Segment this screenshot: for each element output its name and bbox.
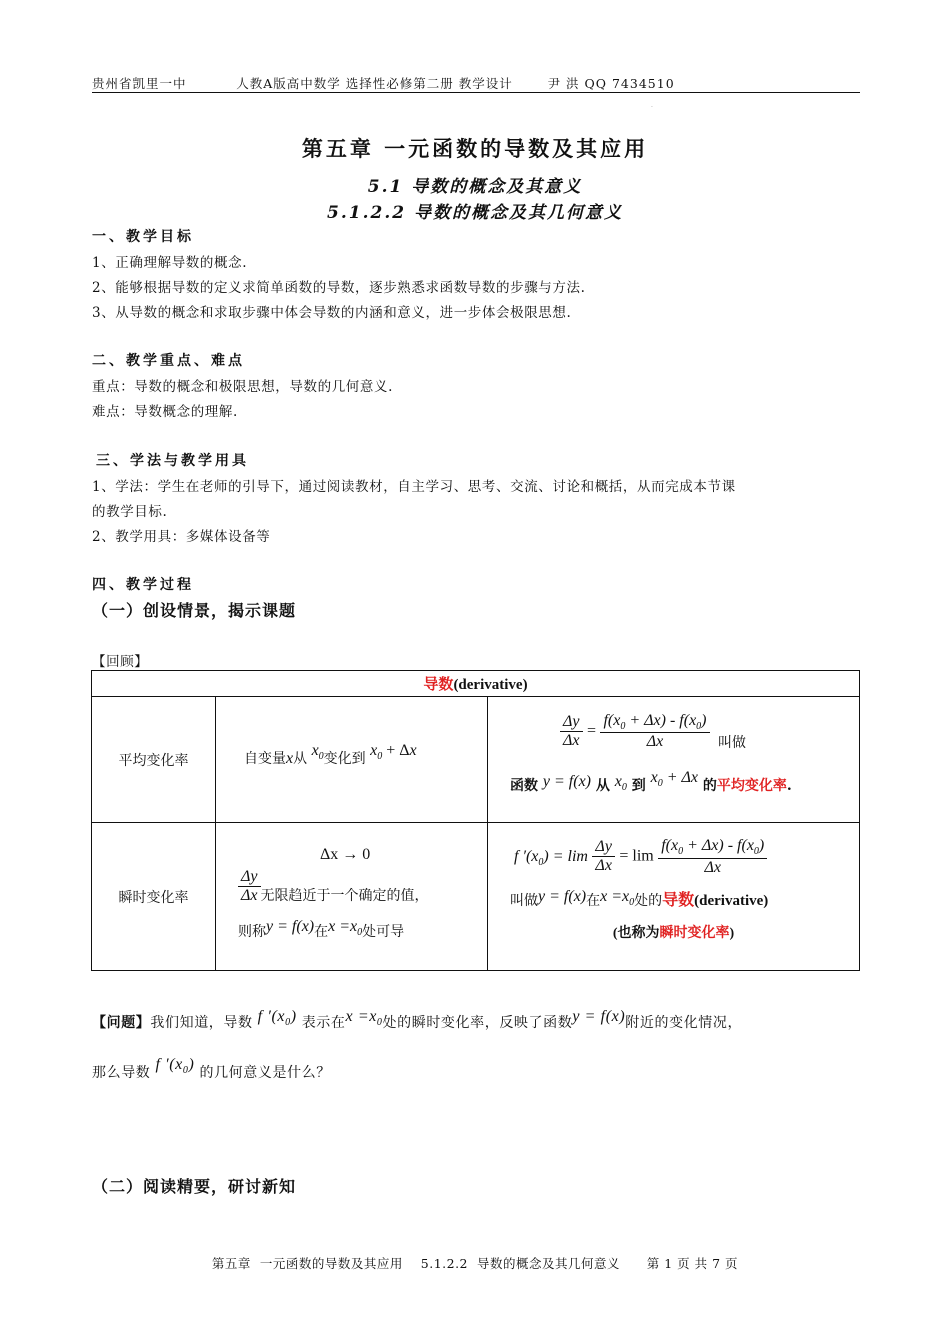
goal-item: 2、能够根据导数的定义求简单函数的导数，逐步熟悉求函数导数的步骤与方法. <box>92 280 586 296</box>
goal-item: 3、从导数的概念和求取步骤中体会导数的内涵和意义，进一步体会极限思想. <box>92 305 572 321</box>
methods-line: 2、教学用具：多媒体设备等 <box>92 529 271 545</box>
row2-tends: Δx → 0 <box>320 845 371 863</box>
methods-heading: 三、学法与教学用具 <box>96 453 249 469</box>
subsection-title: 5.1.2.2 导数的概念及其几何意义 <box>327 203 623 223</box>
row2-then: 则称 <box>238 923 266 940</box>
methods-line: 1、学法：学生在老师的引导下，通过阅读教材，自主学习、思考、交流、讨论和概括，从而完成本节课 <box>92 479 736 495</box>
derivative-table <box>91 670 860 971</box>
difficult-point: 难点：导数概念的理解. <box>92 404 238 420</box>
process-heading: 四、教学过程 <box>92 577 194 593</box>
row2-label: 瞬时变化率 <box>92 823 216 971</box>
row2-diff: 处可导 <box>362 923 405 940</box>
row2-desc: 无限趋近于一个确定的值， <box>260 887 429 904</box>
row1-middle: 自变量x从 $x_0$变化到 $x_0 + \Delta x$ <box>216 697 488 823</box>
row1-call: 叫做 <box>717 735 746 752</box>
row1-mid-a: 自变量 <box>244 751 286 768</box>
row1-to: 到 <box>631 778 646 794</box>
row2-middle: Δx → 0 $\frac{\Delta y}{\Delta x}$ 无限趋近于一个确定的值， 则称y = f(x)在$x =x_0$处可导 <box>216 823 488 971</box>
question-tag: 【问题】 <box>92 1015 151 1031</box>
row2-also-a: (也称为 <box>612 925 660 941</box>
row1-func: 函数 <box>510 778 538 794</box>
review-tag: 【回顾】 <box>92 654 149 670</box>
row1-mid-c: 变化到 <box>323 751 366 768</box>
avg-rate-fraction: $\frac{\Delta y}{\Delta x}$ <box>560 713 583 750</box>
row2-call: 叫做 <box>510 892 538 909</box>
header-rule <box>92 92 860 93</box>
row2-also-b: ) <box>729 925 735 941</box>
section-title: 5.1 导数的概念及其意义 <box>367 177 583 197</box>
table-title-en: (derivative) <box>453 677 528 693</box>
question-c: 处的瞬时变化率，反映了函数 <box>382 1015 573 1031</box>
table-title <box>92 671 860 697</box>
avg-rate-formula: $\frac{f(x_0 + \Delta x) - f(x_0)}{\Delta x}$ <box>600 712 709 751</box>
question-f: 的几何意义是什么？ <box>199 1065 331 1081</box>
goals-heading: 一、教学目标 <box>92 229 194 245</box>
row2-at: 在 <box>314 923 329 940</box>
methods-line: 的教学目标. <box>92 504 168 520</box>
header-author: 尹 洪 QQ 7434510 <box>547 76 675 91</box>
row2-en: (derivative) <box>694 892 769 909</box>
question-d: 附近的变化情况， <box>625 1015 743 1031</box>
row2-at2: 在 <box>586 892 601 909</box>
question-a: 我们知道，导数 <box>150 1015 253 1031</box>
row1-right: $\frac{\Delta y}{\Delta x}$ = $\frac{f(x_0 + \Delta x) - f(x_0)}{\Delta x}$ 叫做 函数 y = f(x) 从 $x_0$ 到 $x_0 + \Delta x$ 的平均变化率. <box>488 697 860 823</box>
row2-right: f $'(x_0) = \lim$ $\frac{\Delta y}{\Delta x}$ = lim $\frac{f(x_0 + \Delta x) - f(x_0)}{\Delta x}$ 叫做y = f(x)在$x =x_0$处的导数(derivative) (也称为瞬时变化率) <box>488 823 860 971</box>
row1-of: 的 <box>702 778 717 794</box>
row1-label: 平均变化率 <box>92 697 216 823</box>
header-book: 人教A版高中数学 选择性必修第二册 教学设计 <box>236 76 513 91</box>
question-line-1: 【问题】我们知道，导数 f $'(x_0)$ 表示在$x =x_0$处的瞬时变化率，反映了函数y = f(x)附近的变化情况， <box>92 1008 743 1031</box>
row1-end: . <box>786 778 792 794</box>
chapter-title: 第五章 一元函数的导数及其应用 <box>301 136 649 161</box>
goal-item: 1、正确理解导数的概念. <box>92 255 248 271</box>
keypoints-heading: 二、教学重点、难点 <box>92 353 245 369</box>
row1-from: 从 <box>595 778 610 794</box>
part1-heading: （一）创设情景，揭示课题 <box>92 601 297 620</box>
key-point: 重点：导数的概念和极限思想，导数的几何意义. <box>92 379 393 395</box>
question-e: 那么导数 <box>92 1065 151 1081</box>
row1-red: 平均变化率 <box>716 778 787 794</box>
table-title-red: 导数 <box>423 675 454 693</box>
page-header <box>92 74 675 92</box>
row1-mid-b: 从 <box>293 751 308 768</box>
row2-at-of: 处的 <box>634 892 663 909</box>
header-school: 贵州省凯里一中 <box>92 76 187 91</box>
question-line-2: 那么导数 f $'(x_0)$ 的几何意义是什么？ <box>92 1056 331 1081</box>
question-b: 表示在 <box>301 1015 346 1031</box>
row2-red: 导数 <box>662 889 695 909</box>
part2-heading: （二）阅读精要，研讨新知 <box>92 1177 297 1196</box>
page-footer: 第五章 一元函数的导数及其应用 5.1.2.2 导数的概念及其几何意义 第 1 页 共 7 页 <box>211 1256 739 1271</box>
row2-also-red: 瞬时变化率 <box>659 925 730 941</box>
decorative-dot: . <box>651 102 653 109</box>
